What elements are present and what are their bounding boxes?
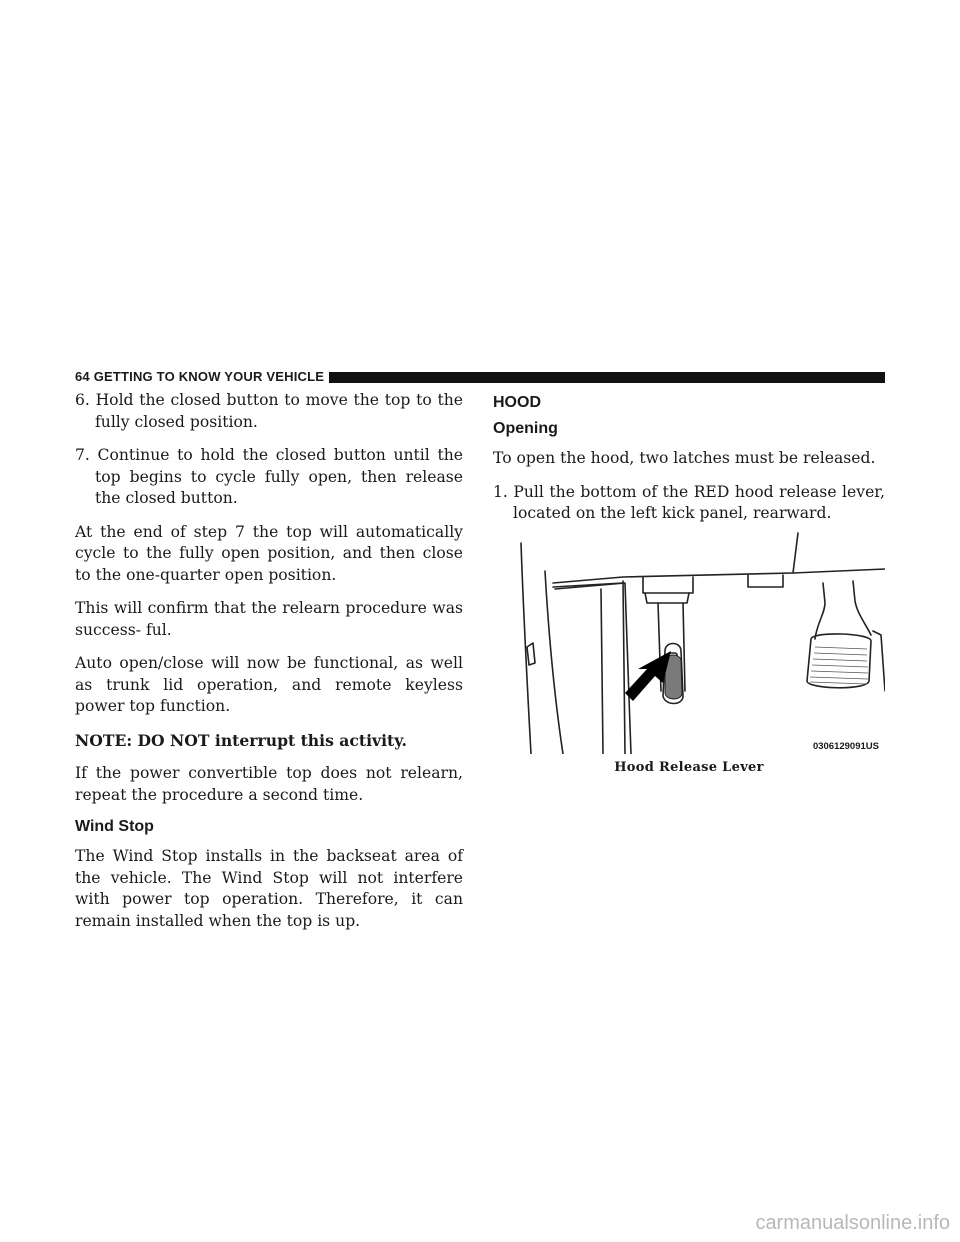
pointer-arrow-icon [625, 651, 671, 701]
paragraph-repeat: If the power convertible top does not relearn, repeat the procedure a second time. [75, 764, 463, 804]
page-header [75, 366, 885, 388]
opening-intro: To open the hood, two latches must be released. [493, 449, 876, 467]
page-number: 64 [75, 369, 90, 384]
hood-heading: HOOD [493, 394, 541, 411]
step-1: 1. Pull the bottom of the RED hood release lever, located on the left kick panel, rearward. [493, 482, 885, 522]
paragraph-auto-cycle: At the end of step 7 the top will automatically cycle to the fully open position, and then close to the one-quarter open position. [75, 522, 463, 584]
hood-release-illustration [493, 531, 885, 754]
header-text [75, 366, 324, 388]
figure-caption: Hood Release Lever [614, 759, 764, 775]
wind-stop-heading: Wind Stop [75, 818, 154, 835]
step-7: 7. Continue to hold the closed button until the top begins to cycle fully open, then release the closed button. [75, 446, 463, 507]
paragraph-confirm: This will confirm that the relearn procedure was success- ful. [75, 599, 463, 639]
paragraph-functional: Auto open/close will now be functional, as well as trunk lid operation, and remote keyless power top function. [75, 654, 463, 715]
figure-code: 0306129091US [812, 740, 879, 752]
left-column [75, 390, 463, 944]
note-do-not-interrupt: NOTE: DO NOT interrupt this activity. [75, 730, 407, 750]
watermark: carmanualsonline.info [755, 1212, 950, 1234]
hood-release-figure [493, 531, 885, 754]
wind-stop-text: The Wind Stop installs in the backseat area of the vehicle. The Wind Stop will not interfere with power top operation. Therefore, it can remain installed when the top is up. [75, 847, 463, 930]
opening-heading: Opening [493, 420, 558, 437]
step-6: 6. Hold the closed button to move the top to the fully closed position. [75, 391, 463, 431]
header-rule [329, 372, 885, 383]
section-title: GETTING TO KNOW YOUR VEHICLE [93, 369, 325, 384]
right-column [493, 390, 885, 775]
